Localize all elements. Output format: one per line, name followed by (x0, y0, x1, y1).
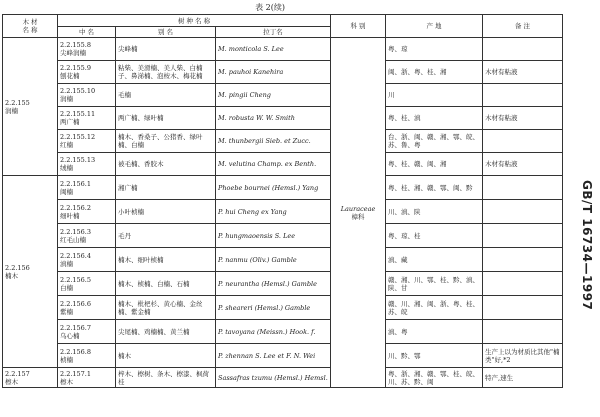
species-remark (483, 200, 563, 224)
table-row (3, 84, 563, 107)
header-remark: 备 注 (483, 15, 563, 38)
species-latin: Phoebe bournei (Hemsl.) Yang (216, 176, 331, 200)
species-cn: 2.2.156.6 紫楠 (58, 296, 116, 320)
header-alias: 别 名 (116, 27, 216, 38)
table-row (3, 320, 563, 344)
species-latin: M. robusta W. W. Smith (216, 107, 331, 130)
species-origin: 闽、浙、粤、桂、湘 (386, 61, 483, 84)
species-latin: P. neurantha (Hemsl.) Gamble (216, 272, 331, 296)
group-name: 檫木 (5, 377, 18, 386)
species-remark (483, 130, 563, 153)
species-alias: 粘柴、美滑楠、美人柴、白楠子、鼻涕楠、泡桉木、梅花楠 (116, 61, 216, 84)
species-remark (483, 84, 563, 107)
table-row (3, 38, 563, 61)
table-row (3, 200, 563, 224)
species-alias: 楠木、香桑子、公猪香、绿叶楠、白楠 (116, 130, 216, 153)
group-cell (3, 176, 58, 368)
header-cn-name: 中 名 (58, 27, 116, 38)
species-alias: 两广楠、绿叶楠 (116, 107, 216, 130)
species-remark (483, 38, 563, 61)
species-alias: 小叶桢楠 (116, 200, 216, 224)
species-latin: P. tavoyana (Meissn.) Hook. f. (216, 320, 331, 344)
species-cn: 2.2.155.8 尖峰润楠 (58, 38, 116, 61)
species-cn: 2.2.156.7 乌心楠 (58, 320, 116, 344)
species-remark: 木材有粘液 (483, 153, 563, 176)
species-origin: 台、浙、闽、赣、湘、鄂、皖、苏、鲁、粤 (386, 130, 483, 153)
family-cell: Lauraceae 樟科 (331, 38, 386, 388)
species-alias: 尖峰楠 (116, 38, 216, 61)
table-row (3, 296, 563, 320)
group-code: 2.2.155 (5, 98, 30, 107)
table-caption: 表 2(续) (255, 3, 285, 12)
species-remark: 生产上以为材质比其他"楠类"好,*2 (483, 344, 563, 368)
species-latin: P. zhennan S. Lee et F. N. Wei (216, 344, 331, 368)
species-alias: 楠木、枇杷杉、黄心楠、金丝楠、紫金楠 (116, 296, 216, 320)
species-remark (483, 320, 563, 344)
group-code: 2.2.156 (5, 263, 30, 272)
group-name: 润楠 (5, 106, 18, 115)
header-family: 科 别 (331, 15, 386, 38)
species-latin: M. thunbergii Sieb. et Zucc. (216, 130, 331, 153)
species-origin: 赣、湘、川、鄂、桂、黔、滇、陕、甘 (386, 272, 483, 296)
table-row (3, 368, 563, 388)
species-latin: P. sheareri (Hemsl.) Gamble (216, 296, 331, 320)
species-origin: 粤、桂、赣、闽、湘 (386, 153, 483, 176)
header-tree-name: 树 种 名 称 (58, 15, 331, 27)
species-latin: P. hui Cheng ex Yang (216, 200, 331, 224)
table-row (3, 153, 563, 176)
species-alias: 被毛楠、香胶木 (116, 153, 216, 176)
species-cn: 2.2.155.9 刨花楠 (58, 61, 116, 84)
species-origin: 粤、琼 (386, 38, 483, 61)
species-origin: 粤、琼、桂 (386, 224, 483, 248)
species-alias: 尖尾楠、鸡楠楠、黄兰楠 (116, 320, 216, 344)
species-remark: 特产,速生 (483, 368, 563, 388)
species-remark (483, 272, 563, 296)
species-alias: 楠木 (116, 344, 216, 368)
species-cn: 2.2.156.5 白楠 (58, 272, 116, 296)
species-alias: 楠木、桢楠、白楠、石楠 (116, 272, 216, 296)
species-remark (483, 224, 563, 248)
species-remark (483, 176, 563, 200)
species-origin: 滇、藏 (386, 248, 483, 272)
species-latin: P. nanmu (Oliv.) Gamble (216, 248, 331, 272)
species-cn: 2.2.155.11 两广楠 (58, 107, 116, 130)
species-alias: 毛丹 (116, 224, 216, 248)
table-row (3, 344, 563, 368)
species-latin: M. pauhoi Kanehira (216, 61, 331, 84)
species-latin: M. pingii Cheng (216, 84, 331, 107)
header-origin: 产 地 (386, 15, 483, 38)
species-origin: 粤、浙、湘、赣、鄂、桂、皖、川、苏、黔、闽 (386, 368, 483, 388)
header-wood-name: 木 材 名 称 (3, 15, 58, 38)
species-cn: 2.2.156.2 细叶楠 (58, 200, 116, 224)
species-origin: 赣、川、湘、闽、浙、粤、桂、苏、皖 (386, 296, 483, 320)
species-remark (483, 248, 563, 272)
species-cn: 2.2.156.1 闽楠 (58, 176, 116, 200)
species-latin: M. velutina Champ. ex Benth. (216, 153, 331, 176)
group-cell (3, 38, 58, 176)
species-cn: 2.2.156.4 滇楠 (58, 248, 116, 272)
table-row (3, 130, 563, 153)
species-origin: 川 (386, 84, 483, 107)
species-cn: 2.2.156.8 桢楠 (58, 344, 116, 368)
species-remark: 木材有粘液 (483, 61, 563, 84)
species-alias: 湘广楠 (116, 176, 216, 200)
species-origin: 川、黔、鄂 (386, 344, 483, 368)
table-row (3, 224, 563, 248)
species-cn: 2.2.157.1 檫木 (58, 368, 116, 388)
table-row (3, 176, 563, 200)
species-cn: 2.2.155.10 润楠 (58, 84, 116, 107)
group-name: 楠木 (5, 271, 18, 280)
table-row (3, 248, 563, 272)
header-latin: 拉丁名 (216, 27, 331, 38)
species-origin: 川、滇、陕 (386, 200, 483, 224)
species-origin: 粤、桂、滇 (386, 107, 483, 130)
species-latin: Sassafras tzumu (Hemsl.) Hemsl. (216, 368, 331, 388)
standard-number: GB/T 16734—1997 (580, 180, 594, 311)
table-row (3, 272, 563, 296)
species-alias: 毛楠 (116, 84, 216, 107)
species-cn: 2.2.156.3 红毛山楠 (58, 224, 116, 248)
group-cell (3, 368, 58, 388)
species-remark: 木材有粘液 (483, 107, 563, 130)
species-latin: M. monticola S. Lee (216, 38, 331, 61)
species-origin: 滇、粤 (386, 320, 483, 344)
species-latin: P. hungmaoensis S. Lee (216, 224, 331, 248)
species-cn: 2.2.155.13 绒楠 (58, 153, 116, 176)
species-origin: 粤、桂、湘、赣、鄂、闽、黔 (386, 176, 483, 200)
species-remark (483, 296, 563, 320)
species-cn: 2.2.155.12 红楠 (58, 130, 116, 153)
species-table (2, 14, 563, 388)
group-code: 2.2.157 (5, 369, 30, 378)
table-row (3, 61, 563, 84)
table-row (3, 107, 563, 130)
species-alias: 楠木、细叶桢楠 (116, 248, 216, 272)
species-alias: 梓木、檫树、条木、檫漆、枫荷桂 (116, 368, 216, 388)
